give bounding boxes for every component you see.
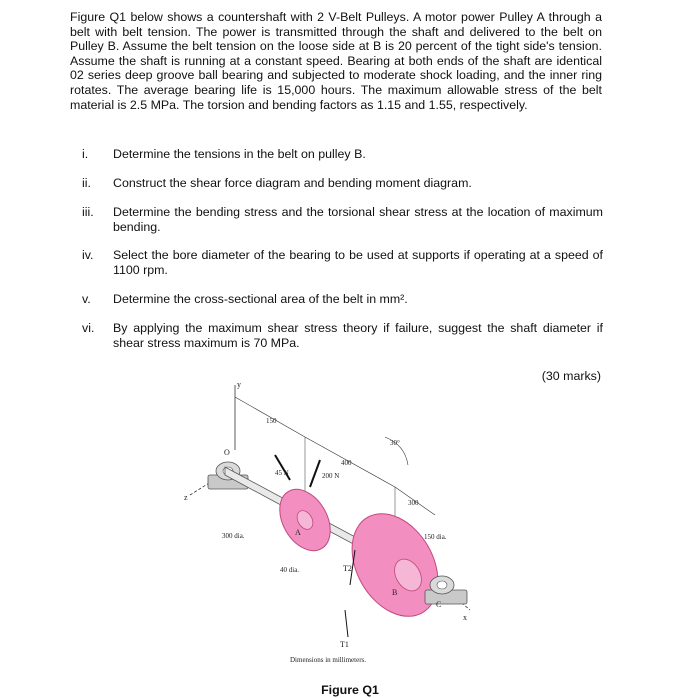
- question-number: ii.: [82, 176, 91, 190]
- question-text: By applying the maximum shear stress theory if failure, suggest the shaft diameter if shear stress maximum is 70 MPa.: [113, 321, 603, 350]
- label-300-dia: 300 dia.: [222, 532, 245, 540]
- question-text: Construct the shear force diagram and bending moment diagram.: [113, 176, 472, 190]
- label-30deg: 30°: [390, 439, 400, 447]
- label-units: Dimensions in millimeters.: [290, 656, 367, 664]
- question-text: Determine the tensions in the belt on pulley B.: [113, 147, 366, 161]
- label-z: z: [184, 493, 188, 502]
- belt-a-right: [310, 460, 320, 487]
- label-dim-150: 150: [266, 417, 277, 425]
- label-40-dia: 40 dia.: [280, 566, 300, 574]
- label-dim-300: 300: [408, 499, 419, 507]
- label-200n: 200 N: [322, 472, 340, 480]
- label-t1: T1: [340, 640, 349, 649]
- label-dim-400: 400: [341, 459, 352, 467]
- question-number: vi.: [82, 321, 95, 335]
- countershaft-figure: [180, 375, 480, 665]
- question-text: Determine the bending stress and the torsional shear stress at the location of maximum bending.: [113, 205, 603, 234]
- question-number: iv.: [82, 248, 94, 262]
- question-number: v.: [82, 292, 91, 306]
- marks-label: (30 marks): [541, 369, 601, 383]
- question-number: iii.: [82, 205, 94, 219]
- label-150-dia: 150 dia.: [424, 533, 447, 541]
- label-t2: T2: [343, 564, 352, 573]
- figure-caption: Figure Q1: [321, 683, 379, 697]
- question-text: Determine the cross-sectional area of the belt in mm².: [113, 292, 408, 306]
- label-c: C: [436, 600, 442, 609]
- belt-b-t1: [345, 610, 348, 637]
- label-45n: 45 N: [275, 469, 289, 477]
- label-y: y: [237, 380, 241, 389]
- pulley-a: [269, 480, 340, 559]
- label-a: A: [295, 528, 301, 537]
- question-number: i.: [82, 147, 89, 161]
- label-b: B: [392, 588, 398, 597]
- problem-statement: Figure Q1 below shows a countershaft with 2 V-Belt Pulleys. A motor power Pulley A through a belt with belt tension. The power is transmitted through the shaft and delivered to the belt on Pulley B. Assume the belt tension on the loose side at B is 20 percent of the tight side's tension. Assume the shaft is running at a constant speed. Bearing at both ends of the shaft are identical 02 series deep groove ball bearing and subjected to moderate shock loading, and the inner ring rotates. The average bearing life is 15,000 hours. The maximum allowable stress of the belt material is 2.5 MPa. The torsion and bending factors as 1.15 and 1.55, respectively.: [70, 10, 602, 112]
- question-text: Select the bore diameter of the bearing to be used at supports if operating at a speed of 1100 rpm.: [113, 248, 603, 277]
- label-o: O: [224, 448, 230, 457]
- label-x: x: [463, 613, 467, 622]
- bearing-c: [425, 576, 467, 604]
